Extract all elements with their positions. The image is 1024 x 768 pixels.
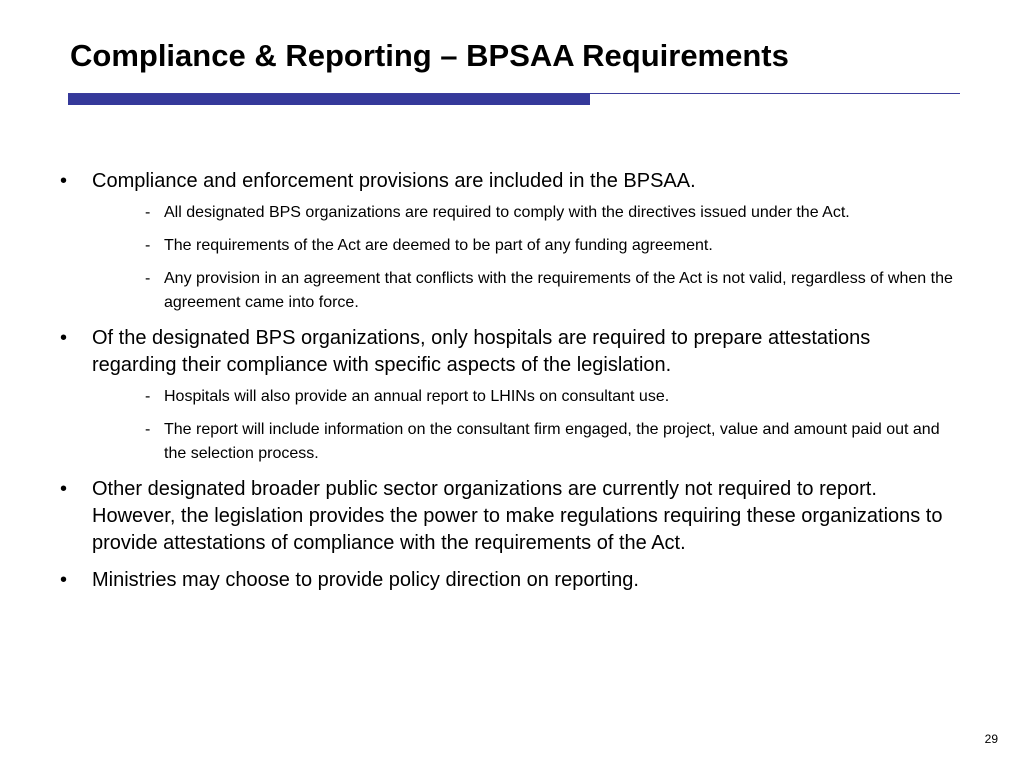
sub-bullet-mark: - bbox=[145, 237, 151, 254]
sub-bullet-list bbox=[92, 385, 960, 466]
sub-bullet-item bbox=[92, 234, 960, 258]
sub-bullet-list bbox=[92, 201, 960, 315]
slide-title: Compliance & Reporting – BPSAA Requirements bbox=[70, 38, 789, 73]
bullet-mark: • bbox=[60, 569, 68, 591]
bullet-mark: • bbox=[60, 327, 68, 349]
sub-bullet-text: Hospitals will also provide an annual report to LHINs on consultant use. bbox=[164, 388, 670, 405]
sub-bullet-item bbox=[92, 267, 960, 315]
bullet-text: Compliance and enforcement provisions are included in the BPSAA. bbox=[92, 170, 696, 192]
sub-bullet-mark: - bbox=[145, 204, 151, 221]
bullet-mark: • bbox=[60, 170, 68, 192]
bullet-item-hospitals bbox=[60, 325, 960, 466]
sub-bullet-text: Any provision in an agreement that conflicts with the requirements of the Act is not valid, regardless of when the agreement came into force. bbox=[164, 270, 953, 311]
sub-bullet-item bbox=[92, 385, 960, 409]
sub-bullet-mark: - bbox=[145, 421, 151, 438]
bullet-text: Ministries may choose to provide policy direction on reporting. bbox=[92, 569, 639, 591]
sub-bullet-text: All designated BPS organizations are required to comply with the directives issued under the Act. bbox=[164, 204, 850, 221]
bullet-mark: • bbox=[60, 478, 68, 500]
bullet-item-compliance bbox=[60, 168, 960, 315]
bullet-text: Other designated broader public sector organizations are currently not required to report. However, the legislation provides the power to make regulations requiring these organizations to provide attestations of compliance with the requirements of the Act. bbox=[92, 478, 943, 554]
page-number: 29 bbox=[984, 732, 998, 746]
sub-bullet-text: The requirements of the Act are deemed to be part of any funding agreement. bbox=[164, 237, 713, 254]
bullet-item-other-organizations bbox=[60, 476, 960, 557]
bullet-text: Of the designated BPS organizations, only hospitals are required to prepare attestations regarding their compliance with specific aspects of the legislation. bbox=[92, 327, 871, 376]
sub-bullet-mark: - bbox=[145, 388, 151, 405]
sub-bullet-item bbox=[92, 201, 960, 225]
title-underline-accent bbox=[68, 94, 590, 105]
sub-bullet-mark: - bbox=[145, 270, 151, 287]
sub-bullet-item bbox=[92, 418, 960, 466]
bullet-item-ministries bbox=[60, 567, 960, 594]
sub-bullet-text: The report will include information on the consultant firm engaged, the project, value and amount paid out and the selection process. bbox=[164, 421, 940, 462]
bullet-list bbox=[60, 168, 960, 604]
